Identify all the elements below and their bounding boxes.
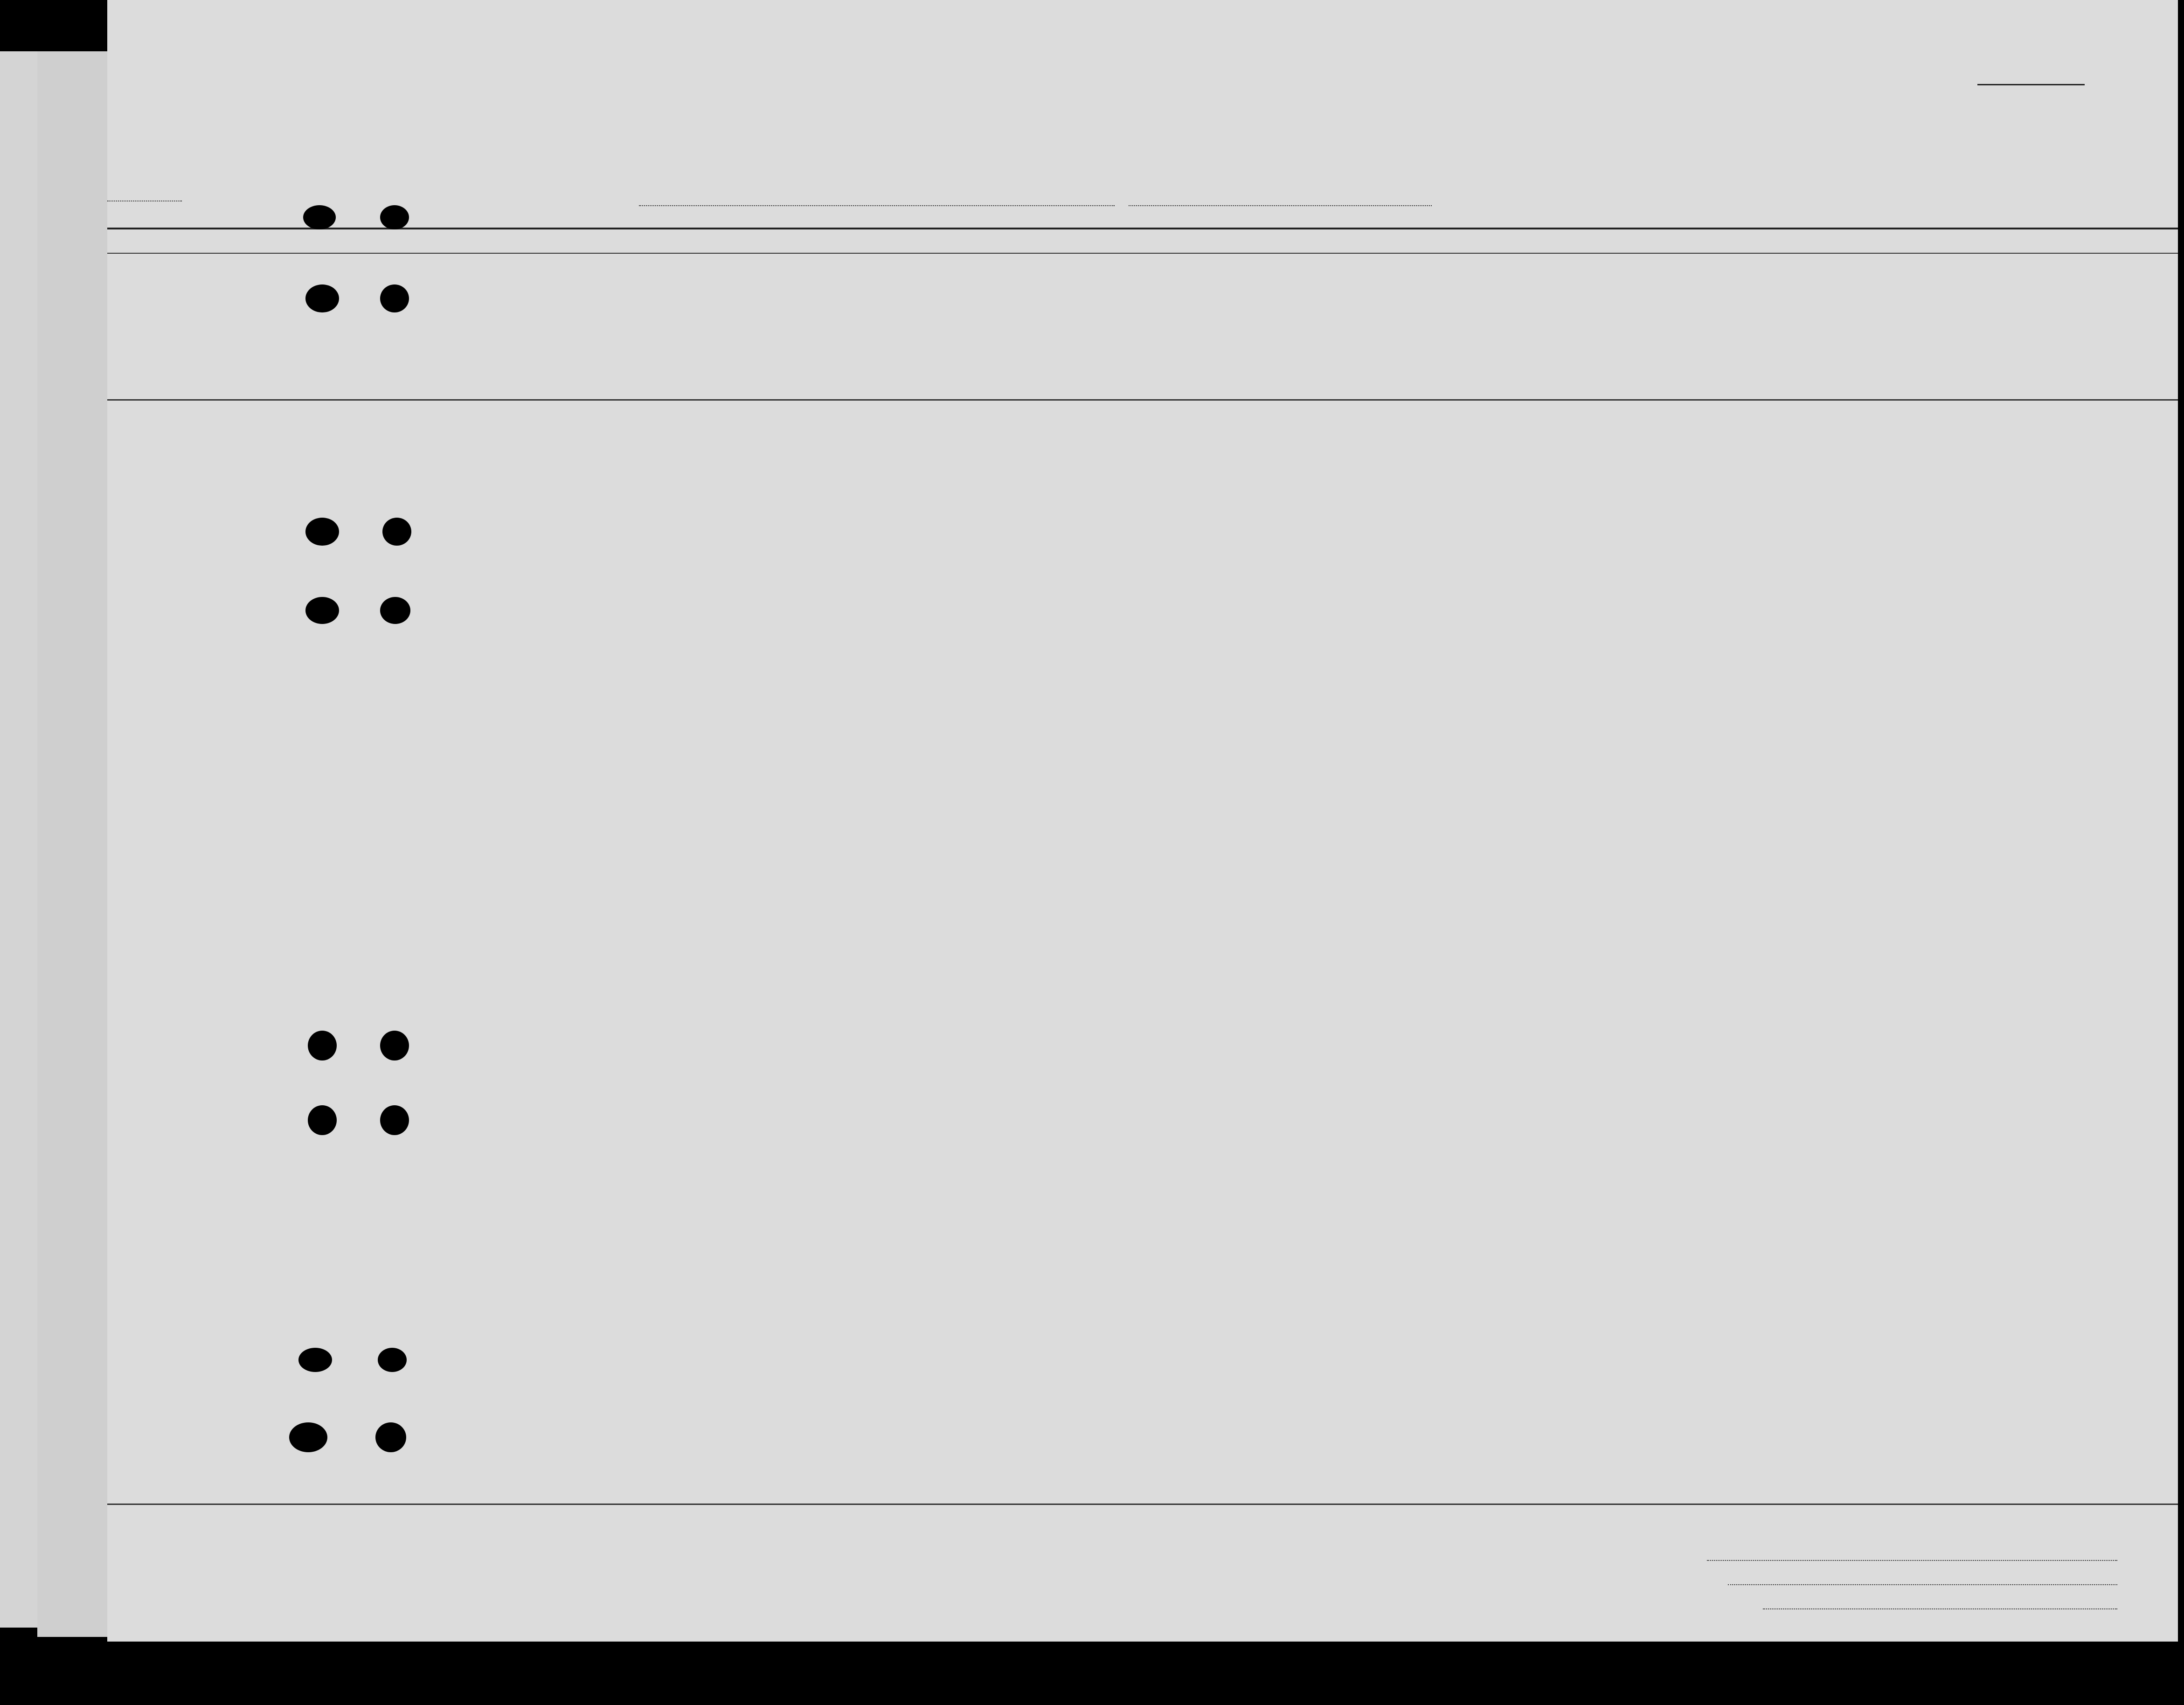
list-blank <box>1977 84 2085 85</box>
binding-hole <box>308 1105 337 1135</box>
table-top-border <box>107 228 2178 229</box>
date-arrival-blank <box>1129 205 1432 206</box>
header-divider <box>107 399 2178 401</box>
left-adjacent-sheet <box>37 51 107 1637</box>
binding-hole <box>378 1348 407 1372</box>
binding-hole <box>305 284 339 312</box>
port-blank <box>639 205 1115 206</box>
binding-hole <box>305 597 339 624</box>
binding-hole <box>308 1031 337 1060</box>
binding-hole <box>289 1422 327 1452</box>
binding-hole <box>303 205 336 229</box>
table-bottom-border <box>107 1504 2178 1505</box>
manifest-table <box>107 228 2178 1510</box>
binding-hole <box>305 518 339 546</box>
owners-blank <box>1728 1584 2117 1585</box>
binding-hole <box>375 1422 406 1452</box>
left-page-edge <box>0 51 37 1628</box>
line-blank <box>1707 1560 2117 1561</box>
binding-hole <box>380 597 410 624</box>
binding-hole <box>382 518 411 546</box>
binding-hole <box>380 284 409 312</box>
binding-hole <box>298 1348 332 1372</box>
binding-hole <box>380 1105 409 1135</box>
binding-hole <box>380 1031 409 1060</box>
agents-blank <box>1763 1608 2117 1609</box>
binding-hole <box>380 205 409 229</box>
colnum-divider <box>107 253 2178 254</box>
